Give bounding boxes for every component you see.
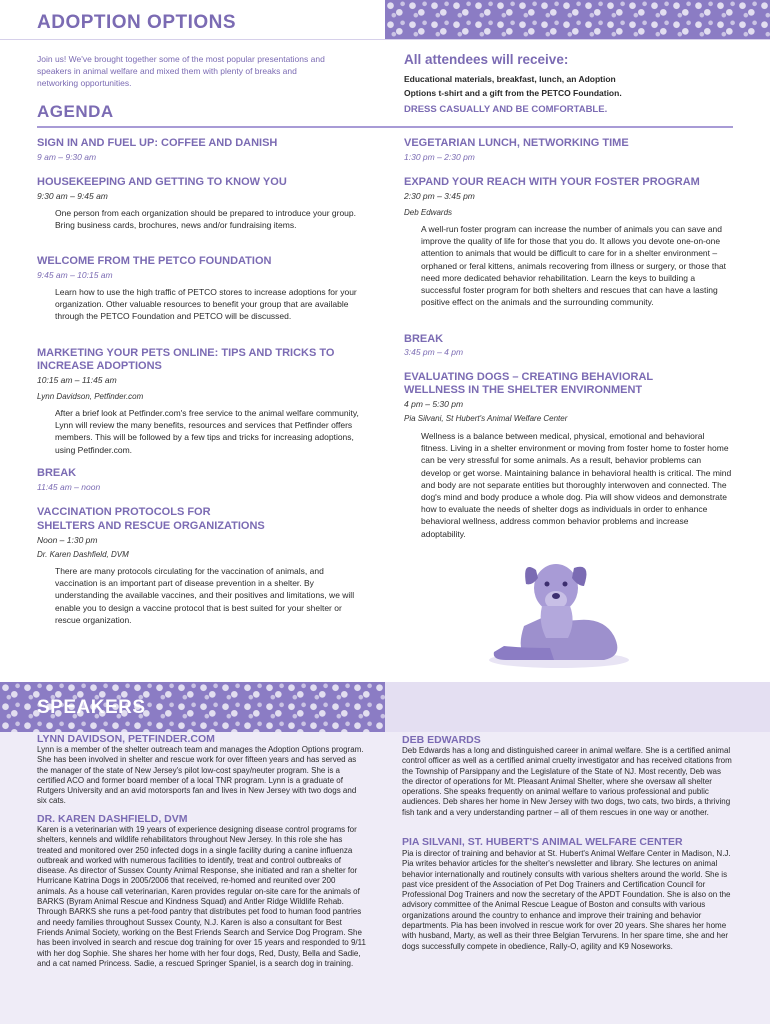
attendees-line2: Options t-shirt and a gift from the PETCO Foundation. [404, 88, 622, 98]
agenda-item-time: 1:30 pm – 2:30 pm [404, 152, 475, 162]
agenda-item-title: BREAK [404, 333, 444, 345]
agenda-item-title: SIGN IN AND FUEL UP: COFFEE AND DANISH [37, 137, 278, 149]
agenda-item-title: WELCOME FROM THE PETCO FOUNDATION [37, 255, 272, 267]
speaker-name: LYNN DAVIDSON, PETFINDER.COM [37, 733, 215, 745]
agenda-rule [37, 126, 733, 128]
page-title: ADOPTION OPTIONS [37, 12, 237, 33]
agenda-item-desc: There are many protocols circulating for the vaccination of animals, and vaccination is an important part of disease prevention in a shelter. By understanding the available vaccines, and their positives and limitations, we will enable you to design a vaccine protocol that is best suited for your shelter or rescue organization. [55, 566, 355, 625]
dress-note: DRESS CASUALLY AND BE COMFORTABLE. [404, 104, 608, 115]
agenda-item-time: 9 am – 9:30 am [37, 152, 97, 162]
speakers-heading: SPEAKERS [37, 697, 146, 718]
agenda-item-time: 9:30 am – 9:45 am [37, 191, 108, 201]
attendees-line1: Educational materials, breakfast, lunch, an Adoption [404, 74, 616, 84]
header-rule [0, 39, 770, 40]
agenda-item-title: EXPAND YOUR REACH WITH YOUR FOSTER PROGRAM [404, 176, 700, 188]
agenda-item-time: 4 pm – 5:30 pm [404, 399, 464, 409]
speaker-bio: Lynn is a member of the shelter outreach team and manages the Adoption Options program. She has been involved in shelter and rescue work for over fifteen years and has served as the manager of the state of New Jersey's pilot low-cost spay/neuter program. She is a certified ACO and former board member of a local TNR program. Lynn is a graduate of Rutgers University and an avid motorsports fan and lives in New Jersey with two dogs and six cats. [37, 745, 364, 806]
agenda-item-time: 2:30 pm – 3:45 pm [404, 191, 475, 201]
agenda-item-title-line2: INCREASE ADOPTIONS [37, 360, 162, 372]
agenda-item-title-line1: MARKETING YOUR PETS ONLINE: TIPS AND TRICKS TO [37, 347, 335, 359]
speaker-bio: Pia is director of training and behavior at St. Hubert's Animal Welfare Center in Madison, N.J. Pia writes behavior articles for the shelter's newsletter and library. She lectures on animal behavior internationally and routinely consults with various shelters around the world. She is past vice president of the Association of Pet Dog Trainers and Certification Council for Professional Dog Trainers and now the secretary of the APDT Foundation. She is also on the advisory committee of the Animal Rescue League of Boston and consults with various organizations around the country to enhance and improve their training and behavior departments. Pia has been involved in rescue work for over 20 years. She shares her home with husband, Marty, as well as their three Belgian Tervurens. In her spare time, she and her dogs successfully compete in obedience, Rally-O, agility and K9 Noseworks. [402, 849, 731, 951]
intro-text: Join us! We've brought together some of the most popular presentations and speakers in animal welfare and mixed them with plenty of breaks and networking opportunities. [37, 54, 325, 89]
agenda-heading: AGENDA [37, 102, 114, 121]
agenda-item-title-line2: WELLNESS IN THE SHELTER ENVIRONMENT [404, 384, 643, 396]
agenda-item-speaker: Deb Edwards [404, 208, 453, 217]
agenda-item-time: 9:45 am – 10:15 am [37, 270, 113, 280]
agenda-item-desc: One person from each organization should be prepared to introduce your group. Bring business cards, brochures, news and/or fundraising items. [55, 208, 356, 231]
dog-illustration-icon [484, 556, 630, 674]
agenda-item-title-line2: SHELTERS AND RESCUE ORGANIZATIONS [37, 520, 265, 532]
agenda-item-speaker: Lynn Davidson, Petfinder.com [37, 392, 144, 401]
agenda-item-title: VEGETARIAN LUNCH, NETWORKING TIME [404, 137, 629, 149]
speaker-name: DR. KAREN DASHFIELD, DVM [37, 813, 188, 825]
agenda-item-desc: After a brief look at Petfinder.com's free service to the animal welfare community, Lynn will review the many benefits, resources and services that Petfinder offers members. This will be followed by a few tips and tricks for increasing adoptions, using Petfinder.com. [55, 408, 359, 455]
speaker-bio: Karen is a veterinarian with 19 years of experience designing disease control programs for shelters, kennels and wildlife rehabilitators throughout New Jersey. In this role she has treated and monitored over 250 infected dogs in a single facility during a canine influenza outbreak and worked with numerous facilities to identify, treat and control outbreaks of disease. As director of Sussex County Animal Response, she initiated and ran a shelter for Hurricane Katrina Dogs in 2005/2006 that received, re-homed and reunited over 200 animals. As a house call veterinarian, Karen provides regular on-site care for the animals of BARKS (Byram Animal Rescue and Kindness Squad) and Antler Ridge Wildlife Rehab. Through BARKS she runs a pet-food pantry that distributes pet food to human food pantries and needy families throughout Sussex County, N.J. Karen is also a consultant for Best Friends Animal Society, working on the Best Friends Search and Service Dog Program. She has been involved in search and rescue dog training for over 15 years and responded to 9/11 with her dog Sophie. She shares her home with her four dogs, Red, Dusty, Bella and Sadie, and a cat named Princess. Sadie, a rescued Springer Spaniel, is a search dog in training. [37, 825, 366, 968]
agenda-item-speaker: Pia Silvani, St Hubert's Animal Welfare Center [404, 414, 568, 423]
speakers-band-right [385, 682, 770, 732]
agenda-item-time: 11:45 am – noon [37, 482, 101, 492]
agenda-item-time: 10:15 am – 11:45 am [37, 375, 117, 385]
agenda-item-speaker: Dr. Karen Dashfield, DVM [37, 550, 129, 559]
speaker-name: PIA SILVANI, ST. HUBERT'S ANIMAL WELFARE CENTER [402, 836, 683, 848]
agenda-item-title: HOUSEKEEPING AND GETTING TO KNOW YOU [37, 176, 287, 188]
agenda-item-desc: A well-run foster program can increase the number of animals you can save and improve the quality of life for those that you do. It allows you devote one-on-one attention to animals that would be difficult to care for in a shelter environment – orphaned or feral kittens, animals recovering from illness or surgery, or those that need more dedicated behavior rehabilitation. Learn the keys to building a successful foster program for both shelters and rescues that can have a lasting positive effect on the animals and the surrounding community. [421, 224, 727, 308]
agenda-item-title: BREAK [37, 467, 77, 479]
speaker-name: DEB EDWARDS [402, 734, 481, 746]
agenda-item-time: 3:45 pm – 4 pm [404, 347, 464, 357]
paw-pattern-header [385, 0, 770, 40]
agenda-item-desc: Learn how to use the high traffic of PETCO stores to increase adoptions for your organization. Other valuable resources to benefit your group that are available through the PETCO Foundation and PETCO will be discussed. [55, 287, 357, 322]
agenda-item-time: Noon – 1:30 pm [37, 535, 98, 545]
agenda-item-desc: Wellness is a balance between medical, physical, emotional and behavioral fitness. Living in a shelter environment or moving from foster home to foster home can be very stressful for some animals. As a result, behavior problems can develop or get worse. Maintaining balance in behavioral health is critical. The mind and body are not separate entities but thoroughly interwoven and connected. The dog's mind and body produce a whole dog. Pia will show videos and demonstrate how to evaluate the needs of shelter dogs as individuals in order to enhance behavioral wellness, address common behavior problems and increase adoptability. [421, 431, 732, 539]
agenda-item-title-line1: EVALUATING DOGS – CREATING BEHAVIORAL [404, 371, 654, 383]
agenda-item-title-line1: VACCINATION PROTOCOLS FOR [37, 506, 211, 518]
speaker-bio: Deb Edwards has a long and distinguished career in animal welfare. She is a certified animal control officer as well as a certified animal cruelty investigator and has received citations from the Township of Parsippany and the Legislature of the State of NJ. Most recently, Deb was the director of operations for Mt. Pleasant Animal Shelter, where she oversaw all shelter operations. She speaks frequently on animal welfare to various professional and public audiences. Deb shares her home in New Jersey with two dogs, two cats, two birds, a thriving fish tank and a very understanding partner – all of them rescues in one way or another. [402, 746, 732, 817]
attendees-heading: All attendees will receive: [404, 52, 569, 67]
